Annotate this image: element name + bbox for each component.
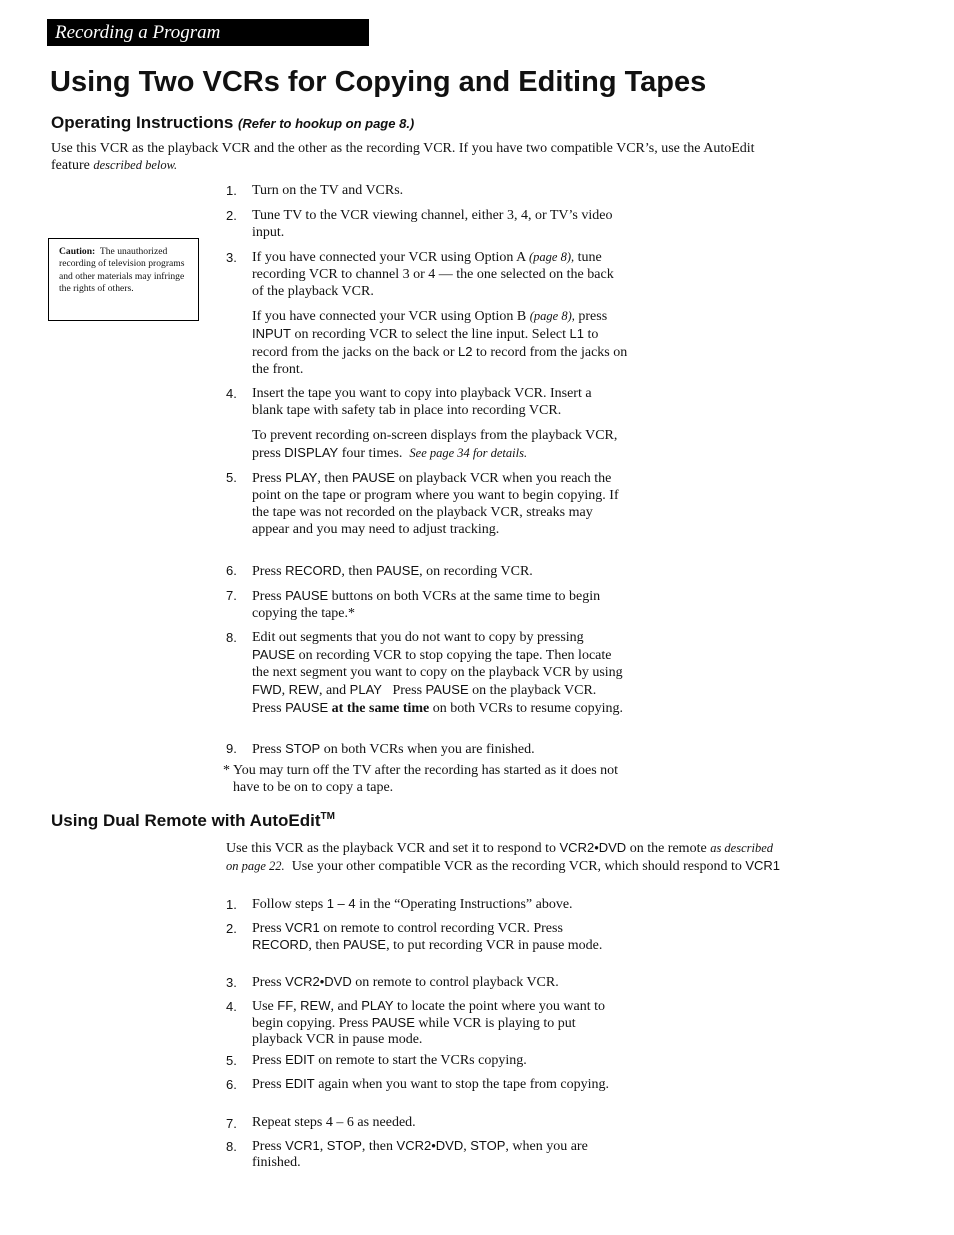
paragraph-text: Use this VCR as the playback VCR and set it to respond to <box>226 841 557 856</box>
option-b-paragraph <box>252 308 632 378</box>
step-number: 7. <box>226 588 237 603</box>
step-text: Use <box>252 999 274 1014</box>
key-label: VCR1 <box>745 858 781 873</box>
operating-instructions-heading <box>51 112 414 135</box>
key-label: PAUSE <box>285 700 329 715</box>
step-text: Press <box>392 683 423 698</box>
dual-step-4 <box>226 998 626 1048</box>
key-label: PLAY <box>349 682 382 697</box>
dual-step-3 <box>226 974 626 991</box>
step-text: Insert the tape you want to copy into playback VCR. Insert a blank tape with safety tab in place into recording VCR. <box>252 386 592 418</box>
step-text: Press <box>252 471 282 486</box>
key-label: VCR1 <box>285 1138 320 1153</box>
step-number: 5. <box>226 1053 237 1068</box>
key-label: PLAY <box>285 470 318 485</box>
key-label: PAUSE <box>376 563 420 578</box>
key-label: PAUSE <box>252 647 296 662</box>
step-text: , then <box>361 1139 394 1154</box>
key-label: STOP <box>326 1138 362 1153</box>
display-note-paragraph <box>252 427 632 462</box>
page-reference: See page 34 for details. <box>409 446 528 460</box>
dual-step-5 <box>226 1052 626 1069</box>
step-text: Press <box>252 1077 282 1092</box>
step-text: , <box>319 1139 324 1154</box>
step-text: , on recording VCR. <box>419 564 533 579</box>
step-number: 7. <box>226 1116 237 1131</box>
paragraph-text: press <box>578 309 608 324</box>
paragraph-text: If you have connected your VCR using Option B <box>252 309 527 324</box>
step-text: Press <box>252 1139 282 1154</box>
step-text: , <box>463 1139 467 1154</box>
emphasis-text: at the same time <box>331 701 430 716</box>
key-label: VCR2•DVD <box>396 1138 464 1153</box>
key-label: VCR2•DVD <box>559 840 627 855</box>
paragraph-text: to record from the jacks on the front. <box>252 345 628 377</box>
step-text: , then <box>317 471 349 486</box>
step-text: on remote to control playback VCR. <box>355 975 559 990</box>
operating-step-9 <box>226 740 626 758</box>
step-text: on remote to start the VCRs copying. <box>318 1053 527 1068</box>
section-header-text: Recording a Program <box>55 22 221 43</box>
operating-intro <box>51 140 781 174</box>
key-label: L2 <box>458 344 473 359</box>
step-text: , <box>281 683 286 698</box>
step-text: Press <box>252 589 282 604</box>
dual-remote-heading <box>51 806 335 832</box>
trademark-mark: TM <box>320 811 335 822</box>
step-text: Press <box>252 975 282 990</box>
step-number: 8. <box>226 630 237 645</box>
step-text: Press <box>252 921 282 936</box>
step-number: 1. <box>226 183 237 198</box>
key-label: PAUSE <box>351 470 396 485</box>
step-number: 4. <box>226 999 237 1014</box>
key-label: INPUT <box>252 326 291 341</box>
step-text: , and <box>318 683 347 698</box>
step-text: , and <box>330 999 358 1014</box>
step-text: in the “Operating Instructions” above. <box>359 897 573 912</box>
step-text: , then <box>308 938 340 953</box>
step-text: Turn on the TV and VCRs. <box>252 183 404 198</box>
step-text: , when you are finished. <box>252 1139 588 1170</box>
key-label: RECORD <box>285 563 342 578</box>
step-text: Edit out segments that you do not want to copy by pressing <box>252 630 584 645</box>
key-label: REW <box>300 998 331 1013</box>
operating-step-8 <box>226 629 626 717</box>
step-number: 3. <box>226 250 237 265</box>
key-label: RECORD <box>252 937 309 952</box>
key-label: VCR1 <box>285 920 320 935</box>
key-label: PLAY <box>361 998 394 1013</box>
step-text: Repeat steps 4 – 6 as needed. <box>252 1115 416 1130</box>
step-text: , <box>293 999 297 1014</box>
paragraph-text: four times. <box>341 446 403 461</box>
dual-step-1 <box>226 896 626 913</box>
step-text: Press <box>252 1053 282 1068</box>
section-header-bar <box>47 19 369 46</box>
step-number: 4. <box>226 386 237 401</box>
hookup-reference: (Refer to hookup on page 8.) <box>238 116 415 131</box>
footnote: * You may turn off the TV after the recording has started as it does not have to be on to copy a tape. <box>223 763 619 795</box>
page-title: Using Two VCRs for Copying and Editing Tapes <box>50 66 707 98</box>
operating-step-4 <box>226 385 626 419</box>
key-label: PAUSE <box>342 937 387 952</box>
step-text: while VCR is playing to put playback VCR in pause mode. <box>252 1016 576 1047</box>
step-text: , then <box>341 564 373 579</box>
page-reference: as described on page 22. <box>226 841 774 873</box>
step-text: on both VCRs when you are finished. <box>323 742 535 757</box>
step-text: , to put recording VCR in pause mode. <box>386 938 603 953</box>
key-label: 1 – 4 <box>326 896 356 911</box>
step-number: 9. <box>226 741 237 756</box>
key-label: L1 <box>569 326 584 341</box>
operating-step-1 <box>226 182 626 199</box>
operating-step-6 <box>226 562 626 580</box>
step-text: on both VCRs to resume copying. <box>432 701 624 716</box>
page-reference: (page 8), <box>529 309 575 323</box>
paragraph-text: on the remote <box>629 841 707 856</box>
key-label: VCR2•DVD <box>285 974 352 989</box>
key-label: STOP <box>285 741 321 756</box>
caution-text: The unauthorized recording of television programs and other materials may infringe the rights of others. <box>59 246 185 295</box>
step-number: 3. <box>226 975 237 990</box>
dual-step-2 <box>226 920 626 954</box>
paragraph-text: Use your other compatible VCR as the recording VCR, which should respond to <box>291 859 742 874</box>
key-label: DISPLAY <box>284 445 339 460</box>
step-text: on the playback VCR. Press <box>252 683 597 716</box>
key-label: EDIT <box>285 1076 315 1091</box>
paragraph-text: To prevent recording on-screen displays from the playback VCR, press <box>252 428 618 461</box>
caution-label: Caution: <box>59 246 96 257</box>
step-number: 2. <box>226 208 237 223</box>
step-number: 8. <box>226 1139 237 1154</box>
step-number: 6. <box>226 563 237 578</box>
paragraph-text: to record from the jacks on the back or <box>252 327 599 360</box>
step-number: 1. <box>226 897 237 912</box>
key-label: FWD <box>252 682 282 697</box>
step-text: on remote to control recording VCR. Press <box>323 921 563 936</box>
key-label: PAUSE <box>371 1015 415 1030</box>
dual-remote-intro <box>226 839 786 875</box>
step-text: Press <box>252 564 282 579</box>
step-number: 2. <box>226 921 237 936</box>
key-label: PAUSE <box>425 682 469 697</box>
operating-step-3 <box>226 249 626 300</box>
step-text: on playback VCR when you reach the point on the tape or program where you want to begin copying. If the tape was not recorded on the playback VCR, streaks may appear and you may need to adjust tracking. <box>252 471 619 537</box>
key-label: PAUSE <box>285 588 329 603</box>
step-number: 6. <box>226 1077 237 1092</box>
step-text: to locate the point where you want to begin copying. Press <box>252 999 606 1031</box>
step-text: tune recording VCR to channel 3 or 4 — the one selected on the back of the playback VCR. <box>252 250 614 299</box>
step-number: 5. <box>226 470 237 485</box>
key-label: EDIT <box>285 1052 315 1067</box>
operating-step-2 <box>226 207 626 241</box>
step-text: If you have connected your VCR using Option A <box>252 250 526 265</box>
dual-step-6 <box>226 1076 626 1093</box>
intro-italic: described below. <box>93 158 178 172</box>
key-label: REW <box>288 682 319 697</box>
key-label: FF <box>277 998 294 1013</box>
operating-step-7 <box>226 587 626 622</box>
step-text: Follow steps <box>252 897 324 912</box>
step-text: Tune TV to the VCR viewing channel, either 3, 4, or TV’s video input. <box>252 208 613 240</box>
caution-box <box>48 238 199 321</box>
dual-step-8 <box>226 1138 626 1171</box>
step-text: on recording VCR to stop copying the tape. Then locate the next segment you want to copy on the playback VCR by using <box>252 648 623 680</box>
dual-step-7 <box>226 1115 626 1131</box>
operating-step-5 <box>226 469 626 538</box>
operating-heading-text: Operating Instructions <box>51 113 234 132</box>
step-text: again when you want to stop the tape from copying. <box>318 1077 610 1092</box>
paragraph-text: on recording VCR to select the line input. Select <box>294 327 567 342</box>
page-reference: (page 8), <box>529 250 575 264</box>
dual-heading-text: Using Dual Remote with AutoEdit <box>51 811 321 830</box>
step-text: buttons on both VCRs at the same time to begin copying the tape.* <box>252 589 601 621</box>
intro-text: Use this VCR as the playback VCR and the other as the recording VCR. If you have two compatible VCR’s, use the AutoEdit feature <box>51 141 755 173</box>
step-text: Press <box>252 742 282 757</box>
key-label: STOP <box>470 1138 506 1153</box>
